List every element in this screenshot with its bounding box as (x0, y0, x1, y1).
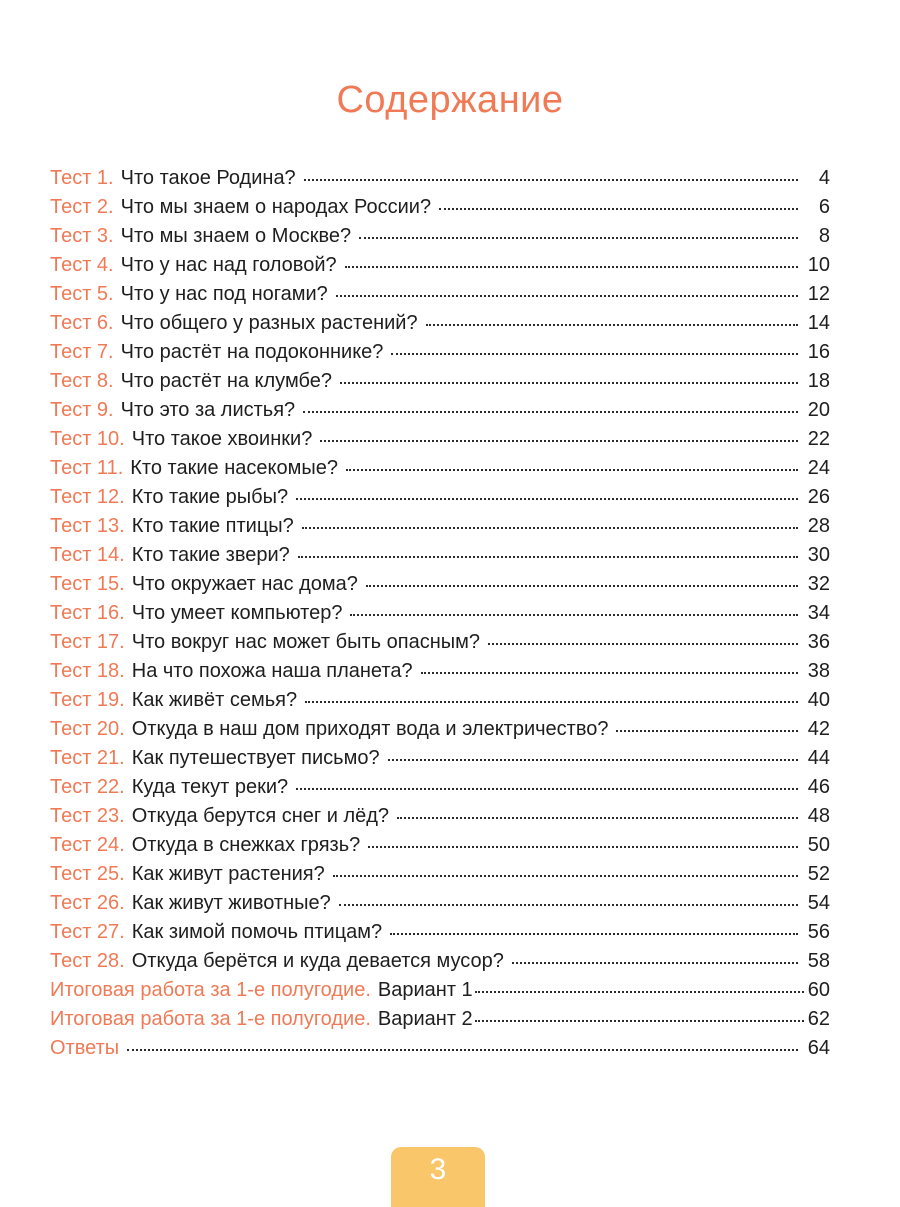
toc-entry-23[interactable] (50, 802, 830, 831)
toc-entry-page: 58 (807, 950, 830, 972)
toc-entry-page: 4 (818, 167, 830, 189)
toc-entry-9[interactable] (50, 396, 830, 425)
toc-leader-dots (391, 352, 798, 355)
toc-entry-22[interactable] (50, 773, 830, 802)
toc-leader-dots (397, 816, 798, 819)
toc-leader-dots (366, 584, 798, 587)
toc-entry-title: Откуда берутся снег и лёд? (131, 805, 390, 827)
toc-entry-page: 6 (818, 196, 830, 218)
toc-entry-label: Тест 22. (50, 776, 125, 798)
toc-entry-title: Что мы знаем о Москве? (120, 225, 352, 247)
toc-entry-label: Тест 10. (50, 428, 125, 450)
table-of-contents (50, 164, 830, 1063)
toc-entry-title: Как живут растения? (131, 863, 325, 885)
toc-entry-final-test-2[interactable] (50, 1005, 830, 1034)
toc-entry-title: Как живут животные? (131, 892, 331, 914)
toc-entry-title: Откуда в снежках грязь? (131, 834, 361, 856)
toc-entry-label: Тест 17. (50, 631, 125, 653)
toc-leader-dots (390, 932, 798, 935)
toc-leader-dots (388, 758, 798, 761)
toc-entry-page: 56 (807, 921, 830, 943)
toc-leader-dots (350, 613, 798, 616)
toc-entry-page: 22 (807, 428, 830, 450)
toc-leader-dots (346, 468, 798, 471)
toc-leader-dots (421, 671, 798, 674)
toc-entry-page: 30 (807, 544, 830, 566)
toc-leader-dots (475, 1019, 804, 1022)
toc-entry-27[interactable] (50, 918, 830, 947)
toc-entry-label: Тест 2. (50, 196, 114, 218)
toc-entry-label: Тест 16. (50, 602, 125, 624)
toc-entry-label: Тест 9. (50, 399, 114, 421)
toc-entry-page: 10 (807, 254, 830, 276)
toc-entry-label: Тест 18. (50, 660, 125, 682)
toc-entry-page: 38 (807, 660, 830, 682)
toc-entry-title: Вариант 1 (377, 979, 473, 1001)
toc-entry-page: 48 (807, 805, 830, 827)
toc-entry-page: 34 (807, 602, 830, 624)
toc-entry-3[interactable] (50, 222, 830, 251)
toc-entry-label: Итоговая работа за 1-е полугодие. (50, 1008, 371, 1030)
toc-entry-page: 64 (807, 1037, 830, 1059)
toc-entry-label: Тест 24. (50, 834, 125, 856)
toc-entry-label: Тест 15. (50, 573, 125, 595)
toc-entry-page: 32 (807, 573, 830, 595)
toc-leader-dots (304, 178, 798, 181)
toc-entry-20[interactable] (50, 715, 830, 744)
toc-entry-title: На что похожа наша планета? (131, 660, 413, 682)
toc-entry-13[interactable] (50, 512, 830, 541)
toc-entry-page: 26 (807, 486, 830, 508)
page-number-tab (391, 1147, 485, 1207)
toc-entry-18[interactable] (50, 657, 830, 686)
toc-entry-answers[interactable] (50, 1034, 830, 1063)
toc-entry-label: Тест 23. (50, 805, 125, 827)
toc-leader-dots (127, 1048, 798, 1051)
toc-leader-dots (302, 526, 798, 529)
toc-entry-16[interactable] (50, 599, 830, 628)
toc-leader-dots (320, 439, 798, 442)
toc-entry-19[interactable] (50, 686, 830, 715)
toc-entry-label: Тест 19. (50, 689, 125, 711)
toc-entry-21[interactable] (50, 744, 830, 773)
toc-entry-4[interactable] (50, 251, 830, 280)
toc-entry-page: 44 (807, 747, 830, 769)
toc-entry-title: Что растёт на подоконнике? (120, 341, 384, 363)
toc-entry-24[interactable] (50, 831, 830, 860)
toc-entry-title: Как путешествует письмо? (131, 747, 380, 769)
toc-entry-title: Кто такие звери? (131, 544, 290, 566)
toc-entry-15[interactable] (50, 570, 830, 599)
toc-entry-label: Тест 14. (50, 544, 125, 566)
toc-entry-label: Тест 5. (50, 283, 114, 305)
toc-leader-dots (333, 874, 798, 877)
toc-entry-11[interactable] (50, 454, 830, 483)
toc-leader-dots (305, 700, 798, 703)
toc-entry-title: Что окружает нас дома? (131, 573, 358, 595)
toc-entry-title: Кто такие насекомые? (130, 457, 338, 479)
toc-entry-label: Тест 27. (50, 921, 125, 943)
toc-entry-page: 24 (807, 457, 830, 479)
toc-entry-title: Что это за листья? (120, 399, 296, 421)
toc-entry-page: 50 (807, 834, 830, 856)
toc-entry-label: Тест 7. (50, 341, 114, 363)
toc-entry-14[interactable] (50, 541, 830, 570)
toc-entry-title: Куда текут реки? (131, 776, 289, 798)
toc-entry-8[interactable] (50, 367, 830, 396)
toc-entry-title: Что вокруг нас может быть опасным? (131, 631, 480, 653)
toc-leader-dots (339, 903, 798, 906)
toc-leader-dots (298, 555, 798, 558)
toc-entry-title: Кто такие птицы? (131, 515, 294, 537)
toc-entry-label: Тест 11. (50, 457, 124, 479)
toc-entry-page: 14 (807, 312, 830, 334)
toc-entry-final-test-1[interactable] (50, 976, 830, 1005)
toc-entry-title: Откуда в наш дом приходят вода и электричество? (131, 718, 609, 740)
toc-leader-dots (368, 845, 798, 848)
toc-entry-page: 46 (807, 776, 830, 798)
toc-entry-10[interactable] (50, 425, 830, 454)
toc-entry-page: 60 (807, 979, 830, 1001)
toc-leader-dots (359, 236, 798, 239)
toc-entry-page: 42 (807, 718, 830, 740)
toc-entry-label: Тест 3. (50, 225, 114, 247)
toc-entry-label: Тест 20. (50, 718, 125, 740)
toc-entry-label: Ответы (50, 1037, 120, 1059)
toc-entry-title: Откуда берётся и куда девается мусор? (131, 950, 504, 972)
toc-leader-dots (296, 497, 798, 500)
toc-entry-label: Тест 1. (50, 167, 114, 189)
toc-leader-dots (426, 323, 798, 326)
toc-leader-dots (345, 265, 798, 268)
toc-entry-title: Что мы знаем о народах России? (120, 196, 432, 218)
toc-entry-label: Тест 12. (50, 486, 125, 508)
toc-entry-12[interactable] (50, 483, 830, 512)
toc-leader-dots (336, 294, 798, 297)
toc-entry-label: Тест 6. (50, 312, 114, 334)
toc-entry-title: Кто такие рыбы? (131, 486, 289, 508)
toc-entry-label: Тест 26. (50, 892, 125, 914)
page-title: Содержание (336, 79, 564, 122)
toc-entry-label: Тест 28. (50, 950, 125, 972)
toc-entry-28[interactable] (50, 947, 830, 976)
toc-entry-title: Как живёт семья? (131, 689, 298, 711)
toc-entry-page: 40 (807, 689, 830, 711)
toc-entry-26[interactable] (50, 889, 830, 918)
toc-leader-dots (340, 381, 798, 384)
toc-leader-dots (439, 207, 798, 210)
toc-entry-page: 54 (807, 892, 830, 914)
toc-leader-dots (488, 642, 798, 645)
page-number: 3 (429, 1153, 447, 1186)
toc-entry-title: Как зимой помочь птицам? (131, 921, 383, 943)
toc-entry-5[interactable] (50, 280, 830, 309)
toc-entry-page: 28 (807, 515, 830, 537)
toc-leader-dots (616, 729, 798, 732)
toc-entry-title: Что такое Родина? (120, 167, 296, 189)
toc-entry-page: 16 (807, 341, 830, 363)
toc-entry-label: Тест 8. (50, 370, 114, 392)
toc-entry-1[interactable] (50, 164, 830, 193)
toc-entry-page: 36 (807, 631, 830, 653)
toc-entry-page: 52 (807, 863, 830, 885)
toc-entry-page: 18 (807, 370, 830, 392)
toc-entry-label: Тест 21. (50, 747, 125, 769)
toc-entry-label: Тест 4. (50, 254, 114, 276)
toc-entry-page: 12 (807, 283, 830, 305)
toc-entry-6[interactable] (50, 309, 830, 338)
toc-entry-title: Что растёт на клумбе? (120, 370, 332, 392)
toc-entry-title: Что такое хвоинки? (131, 428, 313, 450)
toc-entry-page: 8 (818, 225, 830, 247)
toc-entry-title: Что у нас над головой? (120, 254, 337, 276)
toc-entry-label: Тест 13. (50, 515, 125, 537)
toc-entry-page: 62 (807, 1008, 830, 1030)
toc-entry-17[interactable] (50, 628, 830, 657)
toc-entry-2[interactable] (50, 193, 830, 222)
toc-entry-25[interactable] (50, 860, 830, 889)
toc-leader-dots (475, 990, 804, 993)
toc-entry-title: Что у нас под ногами? (120, 283, 328, 305)
toc-leader-dots (296, 787, 798, 790)
toc-entry-title: Что общего у разных растений? (120, 312, 418, 334)
toc-leader-dots (512, 961, 798, 964)
toc-entry-label: Тест 25. (50, 863, 125, 885)
toc-entry-page: 20 (807, 399, 830, 421)
toc-entry-7[interactable] (50, 338, 830, 367)
toc-leader-dots (303, 410, 798, 413)
toc-entry-label: Итоговая работа за 1-е полугодие. (50, 979, 371, 1001)
toc-entry-title: Вариант 2 (377, 1008, 473, 1030)
toc-entry-title: Что умеет компьютер? (131, 602, 343, 624)
